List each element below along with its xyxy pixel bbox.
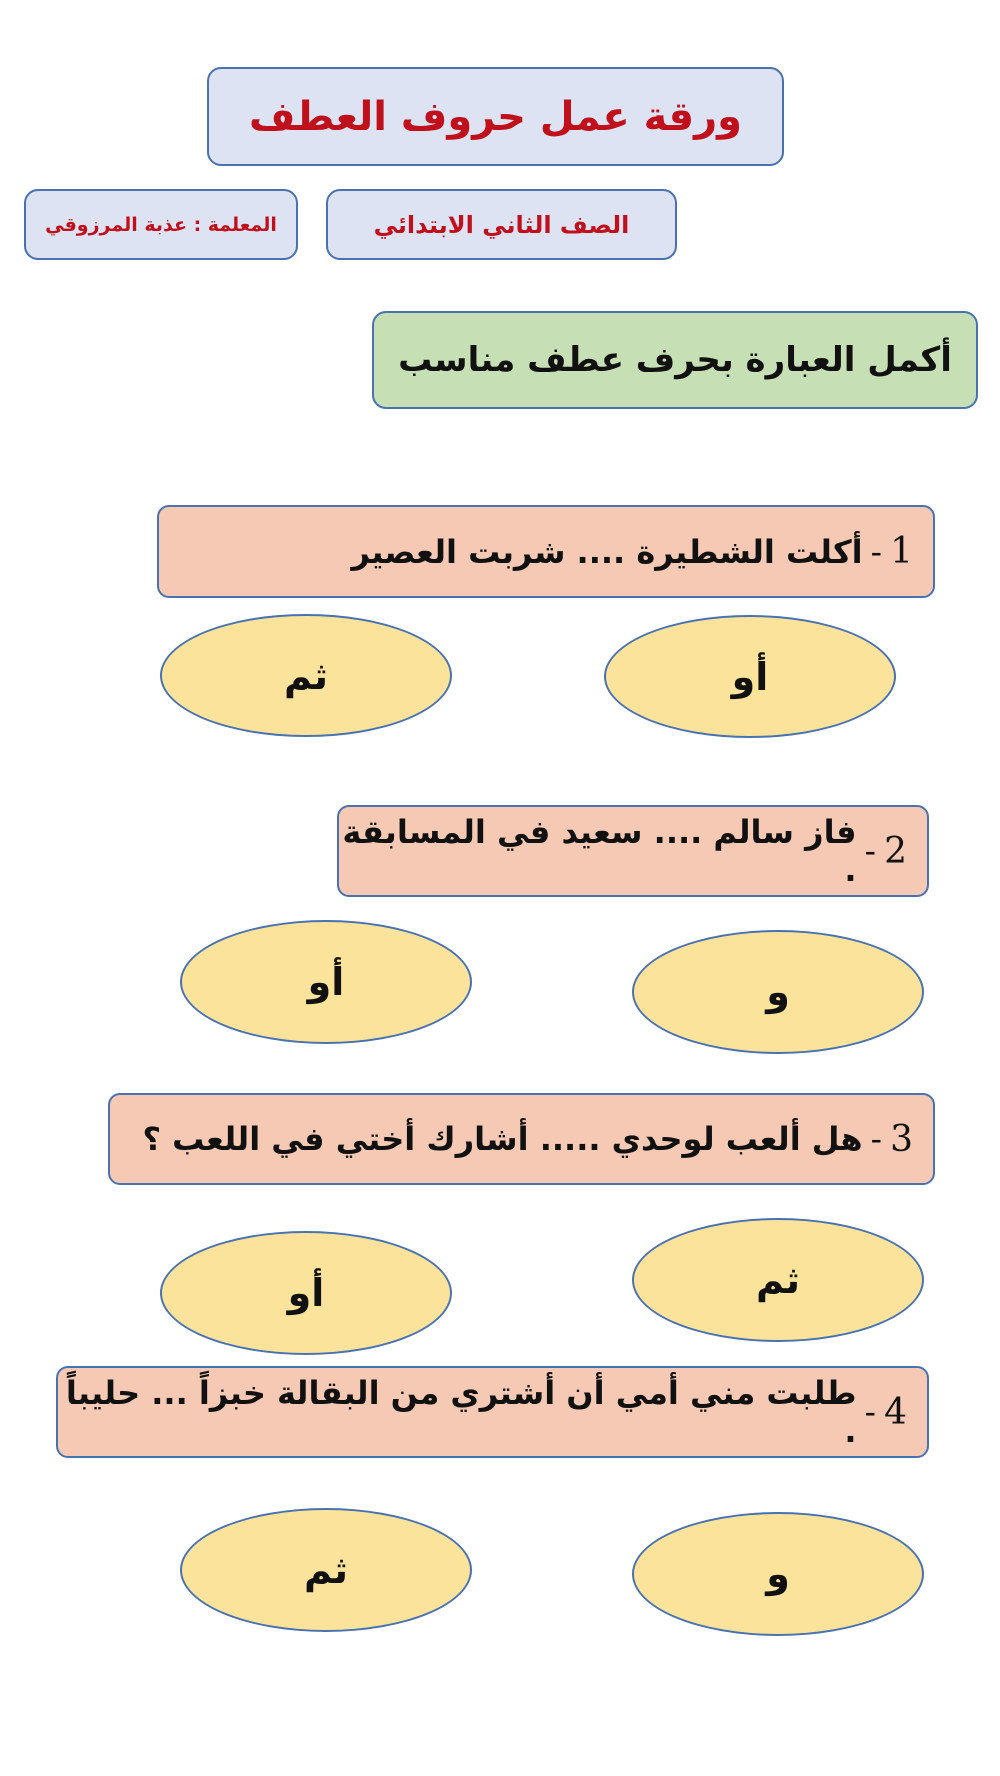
question-dash: - (864, 832, 877, 870)
answer-option[interactable]: أو (180, 920, 472, 1044)
instruction-box (372, 311, 978, 409)
teacher-label: المعلمة : عذبة المرزوقي (45, 213, 277, 236)
question-dash: - (864, 1393, 877, 1431)
answer-option[interactable]: ثم (180, 1508, 472, 1632)
question-dash: - (870, 1120, 883, 1158)
question-text: أكلت الشطيرة .... شربت العصير (351, 532, 863, 571)
question-number: 2 (884, 830, 907, 872)
question-3 (108, 1093, 935, 1185)
answer-option[interactable]: أو (160, 1231, 452, 1355)
question-number: 4 (884, 1391, 907, 1433)
instruction-text: أكمل العبارة بحرف عطف مناسب (398, 340, 952, 380)
teacher-box (24, 189, 298, 260)
answer-option[interactable]: و (632, 930, 924, 1054)
question-text: هل ألعب لوحدي ..... أشارك أختي في اللعب ؟ (142, 1120, 863, 1158)
question-text: طلبت مني أمي أن أشتري من البقالة خبزاً ... حليباً . (65, 1374, 857, 1450)
grade-box (326, 189, 677, 260)
question-4 (56, 1366, 929, 1458)
question-2 (337, 805, 929, 897)
grade-label: الصف الثاني الابتدائي (373, 210, 630, 239)
worksheet-title: ورقة عمل حروف العطف (249, 93, 742, 140)
answer-option[interactable]: أو (604, 615, 896, 738)
answer-option[interactable]: ثم (632, 1218, 924, 1342)
question-1 (157, 505, 935, 598)
answer-option[interactable]: ثم (160, 614, 452, 737)
question-number: 3 (890, 1118, 913, 1160)
question-number: 1 (890, 531, 913, 572)
worksheet-title-box (207, 67, 784, 166)
answer-option[interactable]: و (632, 1512, 924, 1636)
question-text: فاز سالم .... سعيد في المسابقة . (342, 813, 857, 889)
question-dash: - (870, 532, 883, 571)
